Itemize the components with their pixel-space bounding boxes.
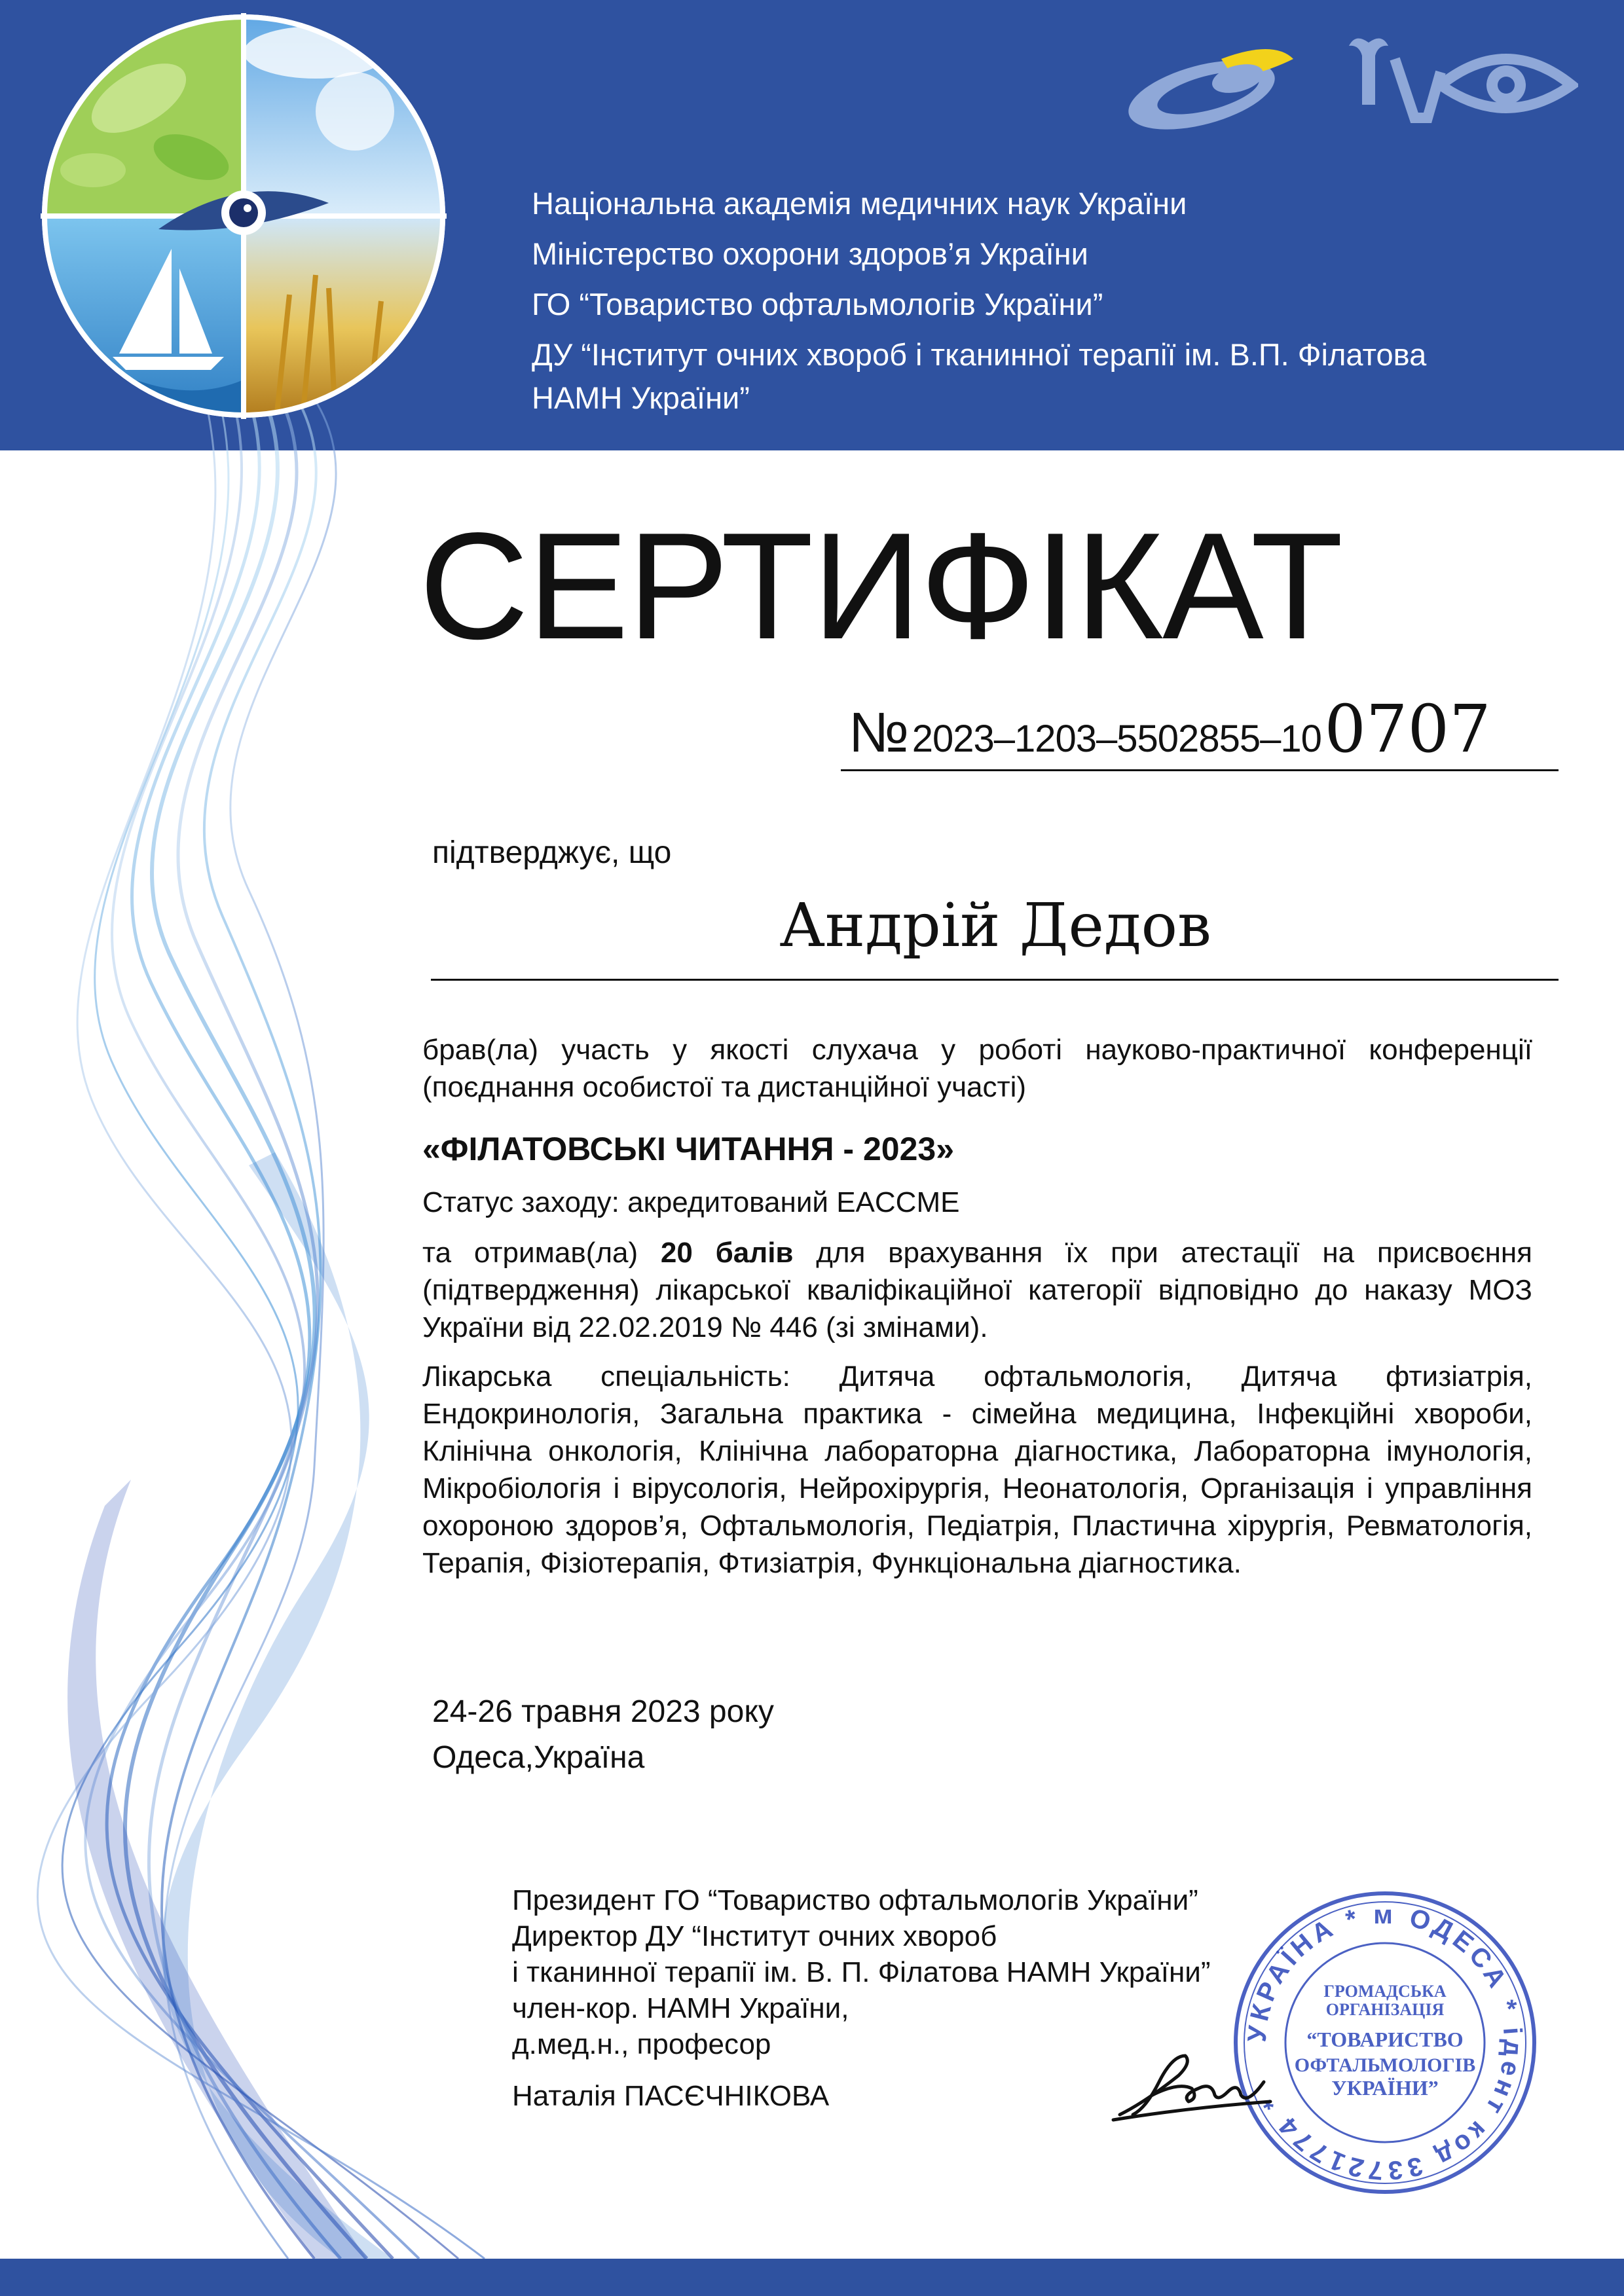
- signatory-line: і тканинної терапії ім. В. П. Філатова НАМН України”: [512, 1956, 1211, 1988]
- participation-text: брав(ла) участь у якості слухача у роботі науково-практичної конференції (поєднання особистої та дистанційної участі): [422, 1034, 1532, 1103]
- points-after: для врахування їх при атестації на присвоєння (підтвердження) лікарської кваліфікаційної категорії відповідно до наказу МОЗ України від 22.02.2019 № 446 (зі змінами).: [422, 1237, 1532, 1343]
- org-line-ministry: Міністерство охорони здоров’я України: [532, 236, 1088, 271]
- stamp-center-line: “ТОВАРИСТВО: [1306, 2028, 1464, 2051]
- institute-logo-icon: [1342, 26, 1578, 131]
- signatory-line: Президент ГО “Товариство офтальмологів України”: [512, 1884, 1198, 1916]
- handwritten-signature: [1107, 2036, 1277, 2128]
- society-logo-icon: [1123, 33, 1300, 131]
- signatory-block: [512, 1882, 1211, 2114]
- number-sign: №: [849, 701, 910, 764]
- confirms-text: підтверджує, що: [432, 835, 672, 870]
- institute-emblem: [41, 13, 447, 419]
- certificate-title: СЕРТИФІКАТ: [419, 501, 1342, 671]
- organizations-list: [532, 178, 1553, 416]
- number-prefix: 2023–1203–5502855–10: [912, 718, 1321, 760]
- points-text: [422, 1234, 1532, 1346]
- stamp-center-line: ОРГАНІЗАЦІЯ: [1325, 2000, 1445, 2019]
- event-date-place: [432, 1689, 774, 1781]
- org-line-institute-cont: НАМН України”: [532, 380, 750, 415]
- number-underline: [841, 769, 1559, 771]
- signatory-line: член-кор. НАМН України,: [512, 1992, 849, 2024]
- event-title: «ФІЛАТОВСЬКІ ЧИТАННЯ - 2023»: [422, 1131, 955, 1167]
- signatory-name: Наталія ПАСЄЧНІКОВА: [512, 2080, 830, 2112]
- points-before: та отримав(ла): [422, 1237, 661, 1269]
- event-status: Статус заходу: акредитований EACCME: [422, 1186, 960, 1218]
- signatory-line: Директор ДУ “Інститут очних хвороб: [512, 1920, 997, 1952]
- stamp-center-line: УКРАЇНИ”: [1331, 2076, 1439, 2100]
- org-line-society: ГО “Товариство офтальмологів України”: [532, 287, 1103, 321]
- footer-band: [0, 2259, 1624, 2296]
- stamp-ring-text: УКРАЇНА * м ОДЕСА * ідент код 33721774 *: [1242, 1900, 1528, 2185]
- certificate-body: [422, 1031, 1532, 1582]
- signatory-line: д.мед.н., професор: [512, 2028, 771, 2060]
- recipient-name: Андрій Дедов: [779, 890, 1211, 960]
- specialties-text: Лікарська спеціальність: Дитяча офтальмологія, Дитяча фтизіатрія, Ендокринологія, Загальна практика - сімейна медицина, Інфекційні хвороби, Клінічна онкологія, Клінічна лабораторна діагностика, Лабораторна імунологія, Мікробіологія і вірусологія, Нейрохірургія, Неонатологія, Організація і управління охороною здоров’я, Офтальмологія, Педіатрія, Пластична хірургія, Ревматологія, Терапія, Фізіотерапія, Фтизіатрія, Функціональна діагностика.: [422, 1360, 1532, 1579]
- number-suffix: 0707: [1324, 691, 1491, 767]
- org-line-institute: ДУ “Інститут очних хвороб і тканинної терапії ім. В.П. Філатова: [532, 337, 1427, 372]
- recipient-underline: [431, 979, 1559, 981]
- points-value: 20 балів: [660, 1237, 794, 1269]
- event-place: Одеса,Україна: [432, 1740, 645, 1775]
- stamp-center-line: ОФТАЛЬМОЛОГІВ: [1294, 2054, 1476, 2076]
- certificate-number: [849, 691, 1491, 767]
- event-dates: 24-26 травня 2023 року: [432, 1694, 774, 1729]
- stamp-center-line: ГРОМАДСЬКА: [1323, 1982, 1447, 2001]
- org-line-academy: Національна академія медичних наук України: [532, 186, 1187, 221]
